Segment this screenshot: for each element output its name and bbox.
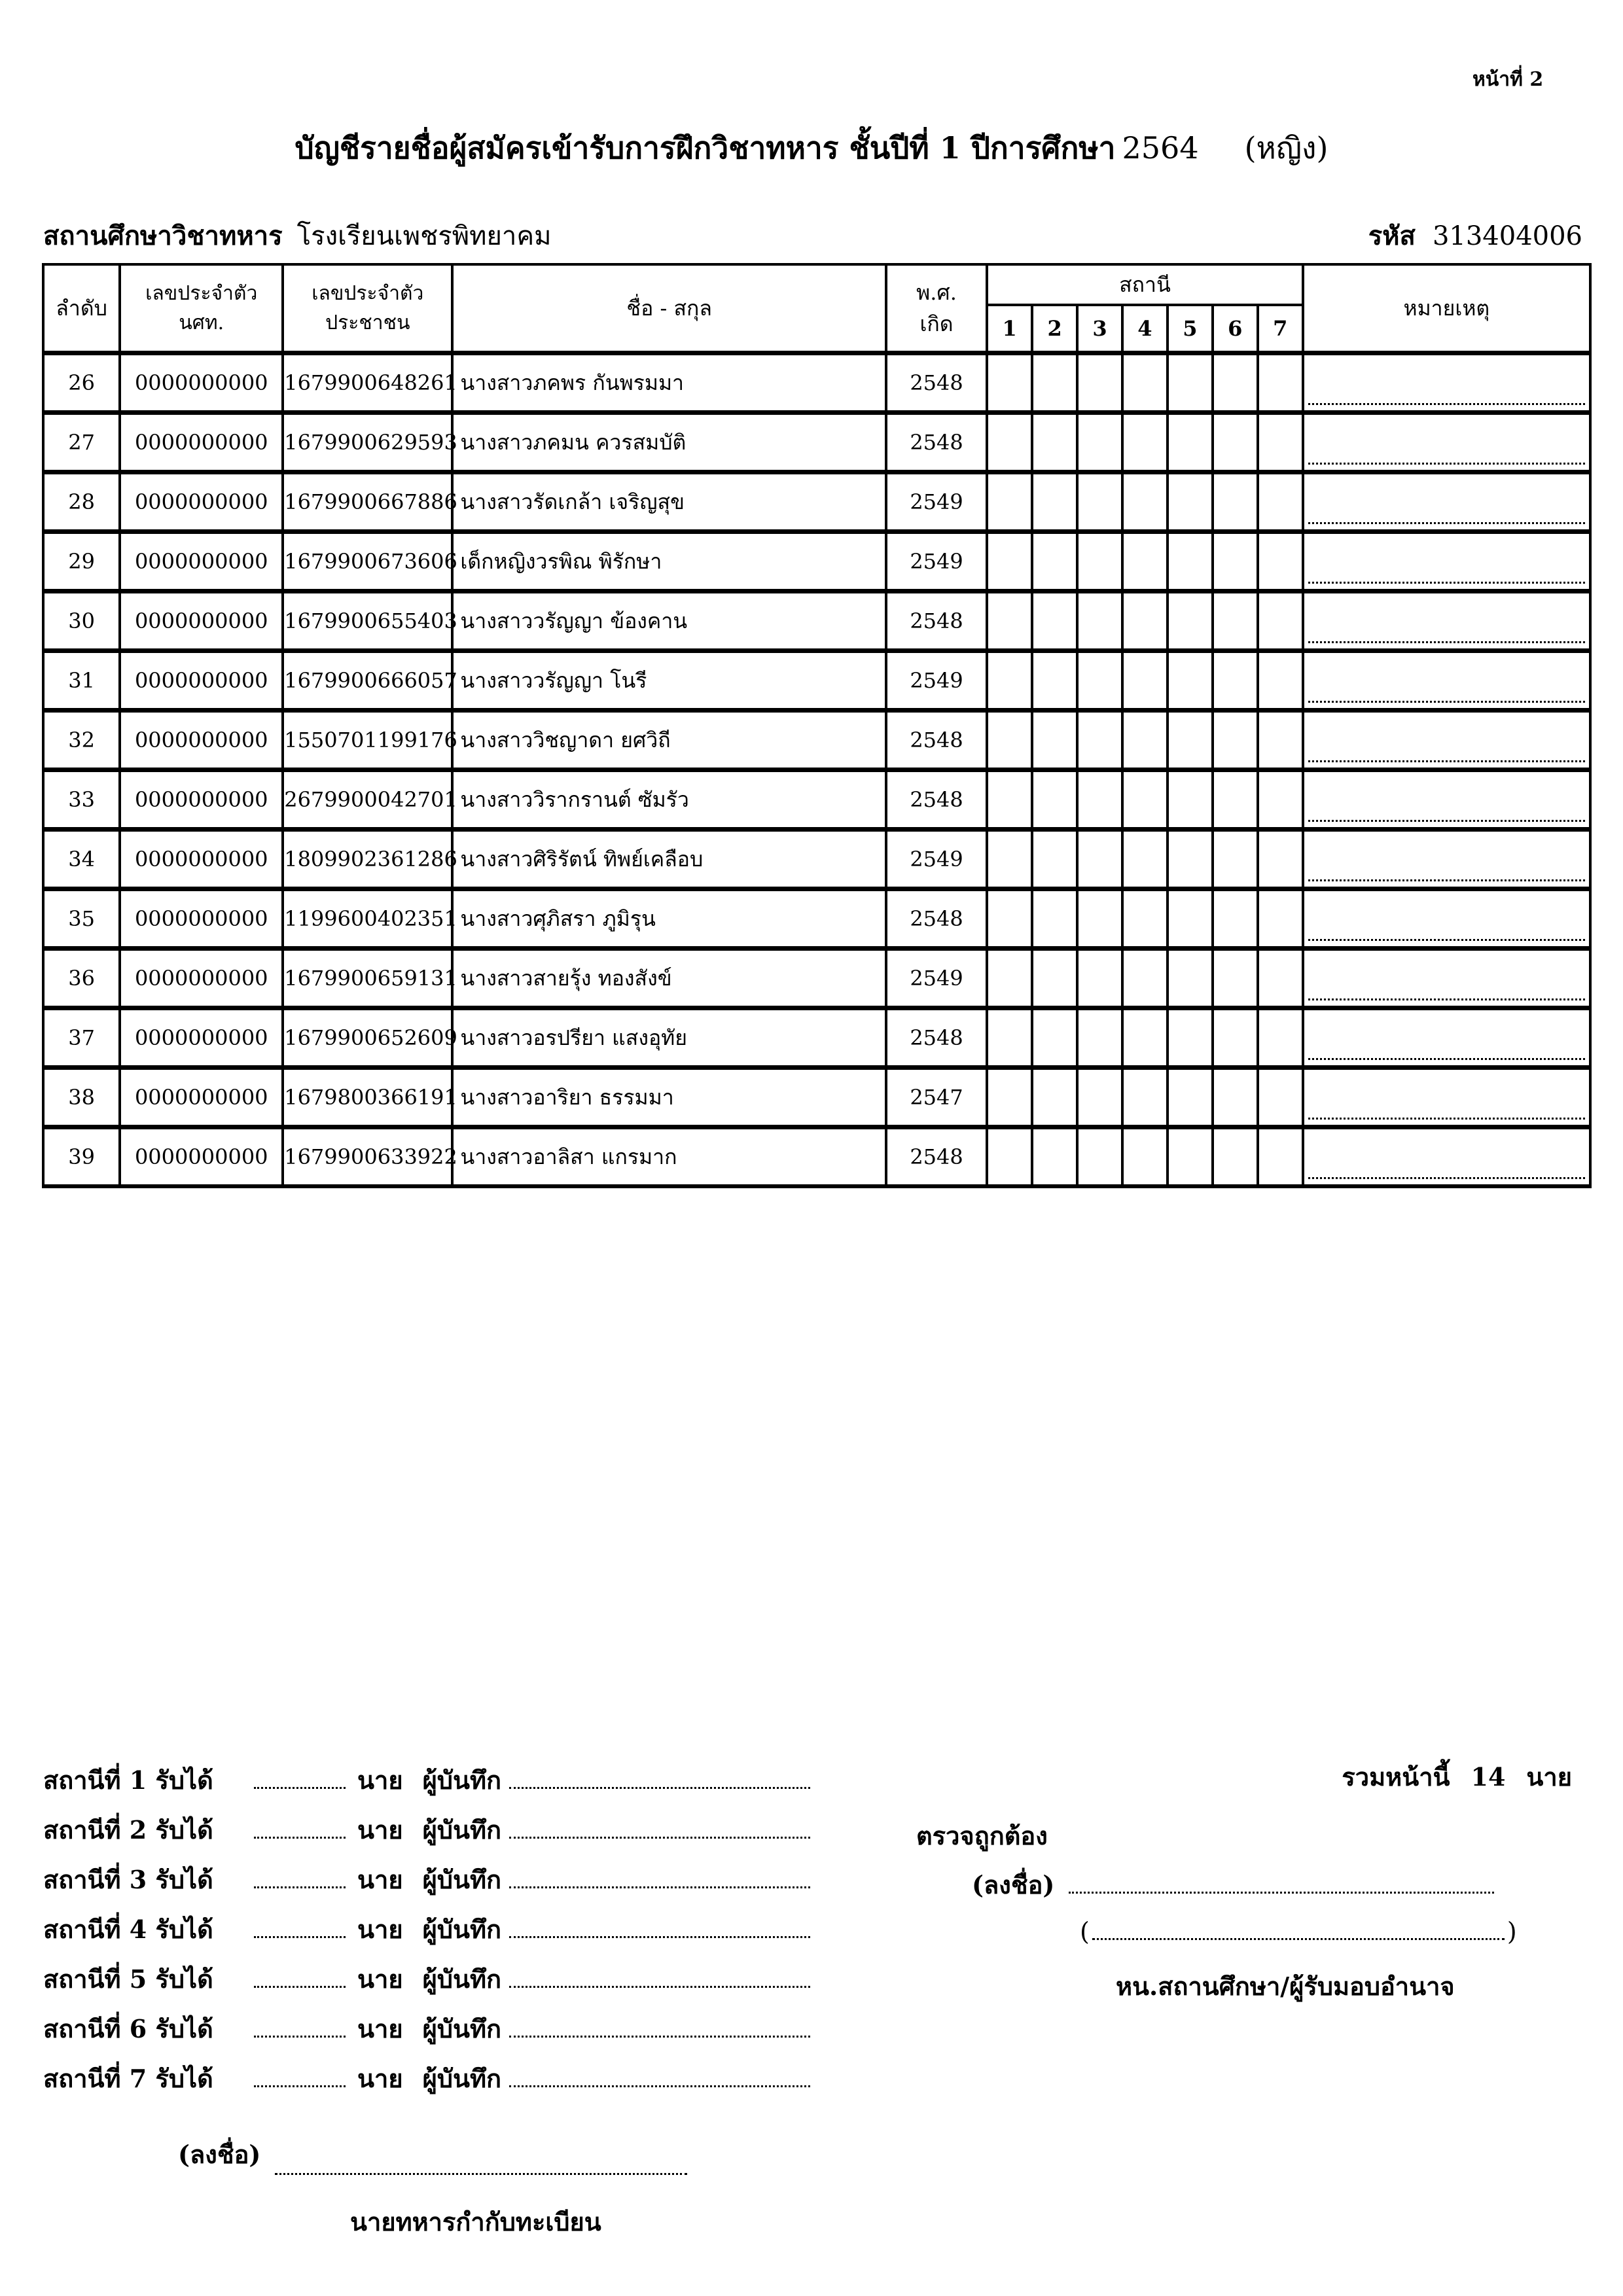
table-row bbox=[43, 592, 1590, 651]
remark-dotted-line bbox=[1308, 879, 1585, 881]
station-4-summary-row bbox=[43, 1909, 810, 1949]
station-count-field[interactable] bbox=[254, 1886, 346, 1888]
station-summary-label: สถานีที่ 6 รับได้ bbox=[43, 2014, 213, 2043]
verifier-position: หน.สถานศึกษา/ผู้รับมอบอำนาจ bbox=[1116, 1971, 1455, 2001]
station-1-check-cell[interactable] bbox=[987, 1068, 1032, 1127]
recorder-signature-field[interactable] bbox=[509, 2085, 810, 2087]
station-6-check-cell[interactable] bbox=[1213, 353, 1258, 413]
station-3-check-cell[interactable] bbox=[1077, 830, 1122, 889]
remark-cell[interactable] bbox=[1303, 353, 1590, 413]
station-7-check-cell[interactable] bbox=[1258, 1127, 1303, 1187]
station-1-check-cell[interactable] bbox=[987, 1008, 1032, 1068]
verifier-signature bbox=[972, 1865, 1494, 1905]
station-4-check-cell[interactable] bbox=[1122, 830, 1168, 889]
station-4-check-cell[interactable] bbox=[1122, 592, 1168, 651]
name-cell: นางสาวศิริรัตน์ ทิพย์เคลือบ bbox=[452, 830, 885, 889]
order-cell: 30 bbox=[43, 592, 120, 651]
station-5-check-cell[interactable] bbox=[1168, 949, 1213, 1008]
station-5-check-cell[interactable] bbox=[1168, 1008, 1213, 1068]
registrar-sign-label: (ลงชื่อ) bbox=[178, 2140, 261, 2169]
student-id-cell: 0000000000 bbox=[120, 651, 283, 711]
roster-table bbox=[42, 263, 1592, 1188]
station-5-summary-row bbox=[43, 1959, 810, 1999]
birth-year-cell: 2549 bbox=[886, 532, 987, 592]
birth-year-cell: 2547 bbox=[886, 1068, 987, 1127]
recorder-signature-field[interactable] bbox=[509, 1886, 810, 1888]
table-row bbox=[43, 1008, 1590, 1068]
station-7-check-cell[interactable] bbox=[1258, 353, 1303, 413]
citizen-id-cell: 1679800366191 bbox=[283, 1068, 452, 1127]
remark-dotted-line bbox=[1308, 641, 1585, 643]
recorder-label: ผู้บันทึก bbox=[422, 1815, 502, 1845]
birth-year-cell: 2549 bbox=[886, 651, 987, 711]
header-station-1: 1 bbox=[987, 305, 1032, 353]
station-5-check-cell[interactable] bbox=[1168, 413, 1213, 472]
birth-year-cell: 2548 bbox=[886, 889, 987, 949]
recorder-label: ผู้บันทึก bbox=[422, 2014, 502, 2043]
station-6-check-cell[interactable] bbox=[1213, 770, 1258, 830]
total-label: รวมหน้านี้ bbox=[1342, 1762, 1450, 1792]
remark-cell[interactable] bbox=[1303, 1127, 1590, 1187]
birth-year-cell: 2548 bbox=[886, 1008, 987, 1068]
station-5-check-cell[interactable] bbox=[1168, 889, 1213, 949]
title-main: บัญชีรายชื่อผู้สมัครเข้ารับการฝึกวิชาทหาร ชั้นปีที่ 1 ปีการศึกษา bbox=[294, 130, 1116, 166]
station-unit: นาย bbox=[357, 1765, 403, 1795]
station-unit: นาย bbox=[357, 2064, 403, 2093]
station-1-check-cell[interactable] bbox=[987, 472, 1032, 532]
header-station-4: 4 bbox=[1122, 305, 1168, 353]
remark-dotted-line bbox=[1308, 998, 1585, 1000]
remark-cell[interactable] bbox=[1303, 472, 1590, 532]
header-station-3: 3 bbox=[1077, 305, 1122, 353]
remark-cell[interactable] bbox=[1303, 770, 1590, 830]
station-2-check-cell[interactable] bbox=[1032, 889, 1077, 949]
station-6-check-cell[interactable] bbox=[1213, 651, 1258, 711]
header-citizen-id: เลขประจำตัว ประชาชน bbox=[283, 264, 452, 353]
station-5-check-cell[interactable] bbox=[1168, 1127, 1213, 1187]
station-summary-label: สถานีที่ 3 รับได้ bbox=[43, 1865, 213, 1894]
station-5-check-cell[interactable] bbox=[1168, 1068, 1213, 1127]
remark-cell[interactable] bbox=[1303, 413, 1590, 472]
station-4-check-cell[interactable] bbox=[1122, 1127, 1168, 1187]
station-3-check-cell[interactable] bbox=[1077, 651, 1122, 711]
station-6-check-cell[interactable] bbox=[1213, 1008, 1258, 1068]
station-3-check-cell[interactable] bbox=[1077, 353, 1122, 413]
station-count-field[interactable] bbox=[254, 1986, 346, 1988]
station-3-check-cell[interactable] bbox=[1077, 532, 1122, 592]
table-row bbox=[43, 830, 1590, 889]
order-cell: 39 bbox=[43, 1127, 120, 1187]
remark-cell[interactable] bbox=[1303, 1068, 1590, 1127]
student-id-cell: 0000000000 bbox=[120, 770, 283, 830]
header-station-7: 7 bbox=[1258, 305, 1303, 353]
verifier-sign-label: (ลงชื่อ) bbox=[972, 1870, 1055, 1899]
birth-year-cell: 2548 bbox=[886, 711, 987, 770]
roster-body bbox=[43, 353, 1590, 1187]
station-1-check-cell[interactable] bbox=[987, 1127, 1032, 1187]
table-row bbox=[43, 949, 1590, 1008]
station-count-field[interactable] bbox=[254, 1837, 346, 1839]
school-code bbox=[1368, 215, 1582, 256]
header-station-6: 6 bbox=[1213, 305, 1258, 353]
order-cell: 32 bbox=[43, 711, 120, 770]
station-7-check-cell[interactable] bbox=[1258, 770, 1303, 830]
station-7-check-cell[interactable] bbox=[1258, 949, 1303, 1008]
citizen-id-cell: 1809902361286 bbox=[283, 830, 452, 889]
station-6-check-cell[interactable] bbox=[1213, 413, 1258, 472]
citizen-id-cell: 1679900629593 bbox=[283, 413, 452, 472]
header-student-id: เลขประจำตัว นศท. bbox=[120, 264, 283, 353]
station-6-check-cell[interactable] bbox=[1213, 592, 1258, 651]
registrar-signature-line[interactable] bbox=[275, 2173, 687, 2175]
station-unit: นาย bbox=[357, 2014, 403, 2043]
remark-cell[interactable] bbox=[1303, 889, 1590, 949]
station-7-check-cell[interactable] bbox=[1258, 472, 1303, 532]
station-3-check-cell[interactable] bbox=[1077, 472, 1122, 532]
order-cell: 36 bbox=[43, 949, 120, 1008]
remark-dotted-line bbox=[1308, 1176, 1585, 1179]
citizen-id-cell: 1199600402351 bbox=[283, 889, 452, 949]
recorder-signature-field[interactable] bbox=[509, 1936, 810, 1938]
header-station-2: 2 bbox=[1032, 305, 1077, 353]
page-total bbox=[1342, 1757, 1572, 1797]
remark-dotted-line bbox=[1308, 1117, 1585, 1120]
station-1-check-cell[interactable] bbox=[987, 651, 1032, 711]
station-6-check-cell[interactable] bbox=[1213, 830, 1258, 889]
verify-label: ตรวจถูกต้อง bbox=[916, 1821, 1048, 1850]
remark-dotted-line bbox=[1308, 819, 1585, 822]
citizen-id-cell: 1550701199176 bbox=[283, 711, 452, 770]
name-cell: นางสาววิชญาดา ยศวิถี bbox=[452, 711, 885, 770]
station-1-check-cell[interactable] bbox=[987, 830, 1032, 889]
order-cell: 31 bbox=[43, 651, 120, 711]
station-7-check-cell[interactable] bbox=[1258, 889, 1303, 949]
table-row bbox=[43, 770, 1590, 830]
student-id-cell: 0000000000 bbox=[120, 532, 283, 592]
school-name: โรงเรียนเพชรพิทยาคม bbox=[296, 221, 552, 251]
table-row bbox=[43, 472, 1590, 532]
table-row bbox=[43, 889, 1590, 949]
station-2-check-cell[interactable] bbox=[1032, 532, 1077, 592]
paren-close: ) bbox=[1507, 1917, 1517, 1946]
name-cell: นางสาววรัญญา ข้องคาน bbox=[452, 592, 885, 651]
order-cell: 38 bbox=[43, 1068, 120, 1127]
station-2-check-cell[interactable] bbox=[1032, 353, 1077, 413]
station-3-check-cell[interactable] bbox=[1077, 889, 1122, 949]
student-id-cell: 0000000000 bbox=[120, 413, 283, 472]
student-id-cell: 0000000000 bbox=[120, 830, 283, 889]
verifier-name-line bbox=[1080, 1917, 1517, 1946]
registrar-position: นายทหารกำกับทะเบียน bbox=[350, 2207, 601, 2236]
school-line bbox=[43, 215, 552, 256]
station-count-field[interactable] bbox=[254, 2085, 346, 2087]
station-4-check-cell[interactable] bbox=[1122, 1068, 1168, 1127]
station-1-check-cell[interactable] bbox=[987, 592, 1032, 651]
school-label: สถานศึกษาวิชาทหาร bbox=[43, 221, 283, 251]
order-cell: 37 bbox=[43, 1008, 120, 1068]
citizen-id-cell: 2679900042701 bbox=[283, 770, 452, 830]
station-7-summary-row bbox=[43, 2058, 810, 2098]
remark-cell[interactable] bbox=[1303, 949, 1590, 1008]
student-id-cell: 0000000000 bbox=[120, 889, 283, 949]
paren-open: ( bbox=[1080, 1917, 1090, 1946]
station-5-check-cell[interactable] bbox=[1168, 770, 1213, 830]
code-label: รหัส bbox=[1368, 221, 1416, 251]
station-summary-label: สถานีที่ 2 รับได้ bbox=[43, 1815, 213, 1845]
station-6-check-cell[interactable] bbox=[1213, 472, 1258, 532]
station-summary-label: สถานีที่ 5 รับได้ bbox=[43, 1964, 213, 1994]
remark-cell[interactable] bbox=[1303, 1008, 1590, 1068]
station-1-check-cell[interactable] bbox=[987, 770, 1032, 830]
station-2-check-cell[interactable] bbox=[1032, 830, 1077, 889]
station-1-check-cell[interactable] bbox=[987, 711, 1032, 770]
title-year: 2564 bbox=[1122, 130, 1199, 166]
verifier-signature-line[interactable] bbox=[1069, 1892, 1494, 1894]
station-6-check-cell[interactable] bbox=[1213, 532, 1258, 592]
header-remark: หมายเหตุ bbox=[1303, 264, 1590, 353]
station-4-check-cell[interactable] bbox=[1122, 889, 1168, 949]
table-row bbox=[43, 532, 1590, 592]
name-cell: นางสาวภคมน ควรสมบัติ bbox=[452, 413, 885, 472]
citizen-id-cell: 1679900648261 bbox=[283, 353, 452, 413]
table-row bbox=[43, 1068, 1590, 1127]
station-2-check-cell[interactable] bbox=[1032, 472, 1077, 532]
station-7-check-cell[interactable] bbox=[1258, 592, 1303, 651]
station-6-check-cell[interactable] bbox=[1213, 1127, 1258, 1187]
station-3-summary-row bbox=[43, 1860, 810, 1899]
station-2-check-cell[interactable] bbox=[1032, 770, 1077, 830]
recorder-label: ผู้บันทึก bbox=[422, 1765, 502, 1795]
station-5-check-cell[interactable] bbox=[1168, 651, 1213, 711]
station-2-check-cell[interactable] bbox=[1032, 1068, 1077, 1127]
order-cell: 27 bbox=[43, 413, 120, 472]
table-row bbox=[43, 711, 1590, 770]
birth-year-cell: 2548 bbox=[886, 413, 987, 472]
station-7-check-cell[interactable] bbox=[1258, 532, 1303, 592]
station-3-check-cell[interactable] bbox=[1077, 1068, 1122, 1127]
order-cell: 29 bbox=[43, 532, 120, 592]
station-3-check-cell[interactable] bbox=[1077, 1127, 1122, 1187]
total-unit: นาย bbox=[1526, 1762, 1572, 1792]
page-number: หน้าที่ 2 bbox=[1472, 68, 1544, 91]
table-row bbox=[43, 413, 1590, 472]
station-4-check-cell[interactable] bbox=[1122, 472, 1168, 532]
station-2-check-cell[interactable] bbox=[1032, 711, 1077, 770]
birth-year-cell: 2548 bbox=[886, 592, 987, 651]
station-1-check-cell[interactable] bbox=[987, 889, 1032, 949]
remark-dotted-line bbox=[1308, 462, 1585, 465]
citizen-id-cell: 1679900652609 bbox=[283, 1008, 452, 1068]
student-id-cell: 0000000000 bbox=[120, 711, 283, 770]
station-summary-label: สถานีที่ 4 รับได้ bbox=[43, 1915, 213, 1944]
student-id-cell: 0000000000 bbox=[120, 353, 283, 413]
station-1-check-cell[interactable] bbox=[987, 949, 1032, 1008]
station-unit: นาย bbox=[357, 1865, 403, 1894]
station-2-summary-row bbox=[43, 1810, 810, 1850]
station-4-check-cell[interactable] bbox=[1122, 353, 1168, 413]
remark-dotted-line bbox=[1308, 938, 1585, 941]
station-5-check-cell[interactable] bbox=[1168, 353, 1213, 413]
station-2-check-cell[interactable] bbox=[1032, 413, 1077, 472]
station-unit: นาย bbox=[357, 1915, 403, 1944]
station-7-check-cell[interactable] bbox=[1258, 651, 1303, 711]
station-1-check-cell[interactable] bbox=[987, 353, 1032, 413]
station-7-check-cell[interactable] bbox=[1258, 413, 1303, 472]
recorder-signature-field[interactable] bbox=[509, 1986, 810, 1988]
student-id-cell: 0000000000 bbox=[120, 949, 283, 1008]
station-5-check-cell[interactable] bbox=[1168, 532, 1213, 592]
student-id-cell: 0000000000 bbox=[120, 1008, 283, 1068]
order-cell: 28 bbox=[43, 472, 120, 532]
student-id-cell: 0000000000 bbox=[120, 592, 283, 651]
station-count-field[interactable] bbox=[254, 1787, 346, 1789]
name-cell: นางสาววรัญญา โนรี bbox=[452, 651, 885, 711]
recorder-signature-field[interactable] bbox=[509, 1837, 810, 1839]
station-2-check-cell[interactable] bbox=[1032, 949, 1077, 1008]
station-2-check-cell[interactable] bbox=[1032, 1127, 1077, 1187]
citizen-id-cell: 1679900673606 bbox=[283, 532, 452, 592]
table-row bbox=[43, 1127, 1590, 1187]
order-cell: 26 bbox=[43, 353, 120, 413]
station-4-check-cell[interactable] bbox=[1122, 651, 1168, 711]
name-cell: นางสาววิรากรานต์ ซัมรัว bbox=[452, 770, 885, 830]
station-5-check-cell[interactable] bbox=[1168, 592, 1213, 651]
station-7-check-cell[interactable] bbox=[1258, 1008, 1303, 1068]
name-cell: นางสาวอาริยา ธรรมมา bbox=[452, 1068, 885, 1127]
station-1-check-cell[interactable] bbox=[987, 413, 1032, 472]
header-stations: สถานี bbox=[987, 264, 1303, 305]
title-gender: (หญิง) bbox=[1244, 130, 1329, 166]
remark-dotted-line bbox=[1308, 760, 1585, 762]
recorder-label: ผู้บันทึก bbox=[422, 1865, 502, 1894]
order-cell: 35 bbox=[43, 889, 120, 949]
station-3-check-cell[interactable] bbox=[1077, 592, 1122, 651]
header-order: ลำดับ bbox=[43, 264, 120, 353]
station-count-field[interactable] bbox=[254, 2036, 346, 2038]
order-cell: 33 bbox=[43, 770, 120, 830]
station-4-check-cell[interactable] bbox=[1122, 532, 1168, 592]
birth-year-cell: 2548 bbox=[886, 353, 987, 413]
station-summary-label: สถานีที่ 1 รับได้ bbox=[43, 1765, 213, 1795]
birth-year-cell: 2549 bbox=[886, 949, 987, 1008]
remark-dotted-line bbox=[1308, 402, 1585, 405]
station-2-check-cell[interactable] bbox=[1032, 592, 1077, 651]
station-5-check-cell[interactable] bbox=[1168, 830, 1213, 889]
name-cell: นางสาวศุภิสรา ภูมิรุน bbox=[452, 889, 885, 949]
birth-year-cell: 2548 bbox=[886, 1127, 987, 1187]
station-6-check-cell[interactable] bbox=[1213, 711, 1258, 770]
station-2-check-cell[interactable] bbox=[1032, 651, 1077, 711]
student-id-cell: 0000000000 bbox=[120, 472, 283, 532]
birth-year-cell: 2549 bbox=[886, 830, 987, 889]
station-6-check-cell[interactable] bbox=[1213, 1068, 1258, 1127]
total-count: 14 bbox=[1471, 1762, 1506, 1792]
student-id-cell: 0000000000 bbox=[120, 1127, 283, 1187]
station-unit: นาย bbox=[357, 1964, 403, 1994]
station-1-check-cell[interactable] bbox=[987, 532, 1032, 592]
citizen-id-cell: 1679900633922 bbox=[283, 1127, 452, 1187]
station-count-field[interactable] bbox=[254, 1936, 346, 1938]
station-6-check-cell[interactable] bbox=[1213, 949, 1258, 1008]
student-id-cell: 0000000000 bbox=[120, 1068, 283, 1127]
document-title bbox=[0, 124, 1623, 172]
station-4-check-cell[interactable] bbox=[1122, 770, 1168, 830]
recorder-label: ผู้บันทึก bbox=[422, 1915, 502, 1944]
station-5-check-cell[interactable] bbox=[1168, 472, 1213, 532]
station-3-check-cell[interactable] bbox=[1077, 413, 1122, 472]
station-3-check-cell[interactable] bbox=[1077, 770, 1122, 830]
table-row bbox=[43, 353, 1590, 413]
station-7-check-cell[interactable] bbox=[1258, 1068, 1303, 1127]
station-6-check-cell[interactable] bbox=[1213, 889, 1258, 949]
name-cell: นางสาวอาลิสา แกรมาก bbox=[452, 1127, 885, 1187]
station-3-check-cell[interactable] bbox=[1077, 949, 1122, 1008]
station-6-summary-row bbox=[43, 2009, 810, 2049]
station-4-check-cell[interactable] bbox=[1122, 413, 1168, 472]
station-7-check-cell[interactable] bbox=[1258, 830, 1303, 889]
remark-dotted-line bbox=[1308, 581, 1585, 584]
table-row bbox=[43, 651, 1590, 711]
birth-year-cell: 2549 bbox=[886, 472, 987, 532]
birth-year-cell: 2548 bbox=[886, 770, 987, 830]
header-name: ชื่อ - สกุล bbox=[452, 264, 885, 353]
station-7-check-cell[interactable] bbox=[1258, 711, 1303, 770]
station-5-check-cell[interactable] bbox=[1168, 711, 1213, 770]
remark-dotted-line bbox=[1308, 700, 1585, 703]
station-3-check-cell[interactable] bbox=[1077, 711, 1122, 770]
station-4-check-cell[interactable] bbox=[1122, 949, 1168, 1008]
name-cell: นางสาวรัดเกล้า เจริญสุข bbox=[452, 472, 885, 532]
header-birth-year: พ.ศ. เกิด bbox=[886, 264, 987, 353]
remark-cell[interactable] bbox=[1303, 711, 1590, 770]
name-cell: นางสาวภคพร กันพรมมา bbox=[452, 353, 885, 413]
recorder-label: ผู้บันทึก bbox=[422, 1964, 502, 1994]
station-2-check-cell[interactable] bbox=[1032, 1008, 1077, 1068]
station-1-summary-row bbox=[43, 1760, 810, 1800]
station-summary-label: สถานีที่ 7 รับได้ bbox=[43, 2064, 213, 2093]
station-unit: นาย bbox=[357, 1815, 403, 1845]
header-station-5: 5 bbox=[1168, 305, 1213, 353]
name-cell: นางสาวสายรุ้ง ทองสังข์ bbox=[452, 949, 885, 1008]
recorder-signature-field[interactable] bbox=[509, 1787, 810, 1789]
name-cell: นางสาวอรปรียา แสงอุทัย bbox=[452, 1008, 885, 1068]
remark-dotted-line bbox=[1308, 521, 1585, 524]
recorder-label: ผู้บันทึก bbox=[422, 2064, 502, 2093]
code-value: 313404006 bbox=[1432, 221, 1582, 251]
remark-cell[interactable] bbox=[1303, 830, 1590, 889]
remark-cell[interactable] bbox=[1303, 592, 1590, 651]
remark-dotted-line bbox=[1308, 1057, 1585, 1060]
citizen-id-cell: 1679900659131 bbox=[283, 949, 452, 1008]
verifier-name-field[interactable] bbox=[1092, 1938, 1505, 1940]
remark-cell[interactable] bbox=[1303, 532, 1590, 592]
order-cell: 34 bbox=[43, 830, 120, 889]
citizen-id-cell: 1679900655403 bbox=[283, 592, 452, 651]
citizen-id-cell: 1679900667886 bbox=[283, 472, 452, 532]
station-4-check-cell[interactable] bbox=[1122, 711, 1168, 770]
station-3-check-cell[interactable] bbox=[1077, 1008, 1122, 1068]
station-4-check-cell[interactable] bbox=[1122, 1008, 1168, 1068]
citizen-id-cell: 1679900666057 bbox=[283, 651, 452, 711]
remark-cell[interactable] bbox=[1303, 651, 1590, 711]
recorder-signature-field[interactable] bbox=[509, 2036, 810, 2038]
name-cell: เด็กหญิงวรพิณ พิรักษา bbox=[452, 532, 885, 592]
registrar-signature bbox=[178, 2134, 687, 2174]
